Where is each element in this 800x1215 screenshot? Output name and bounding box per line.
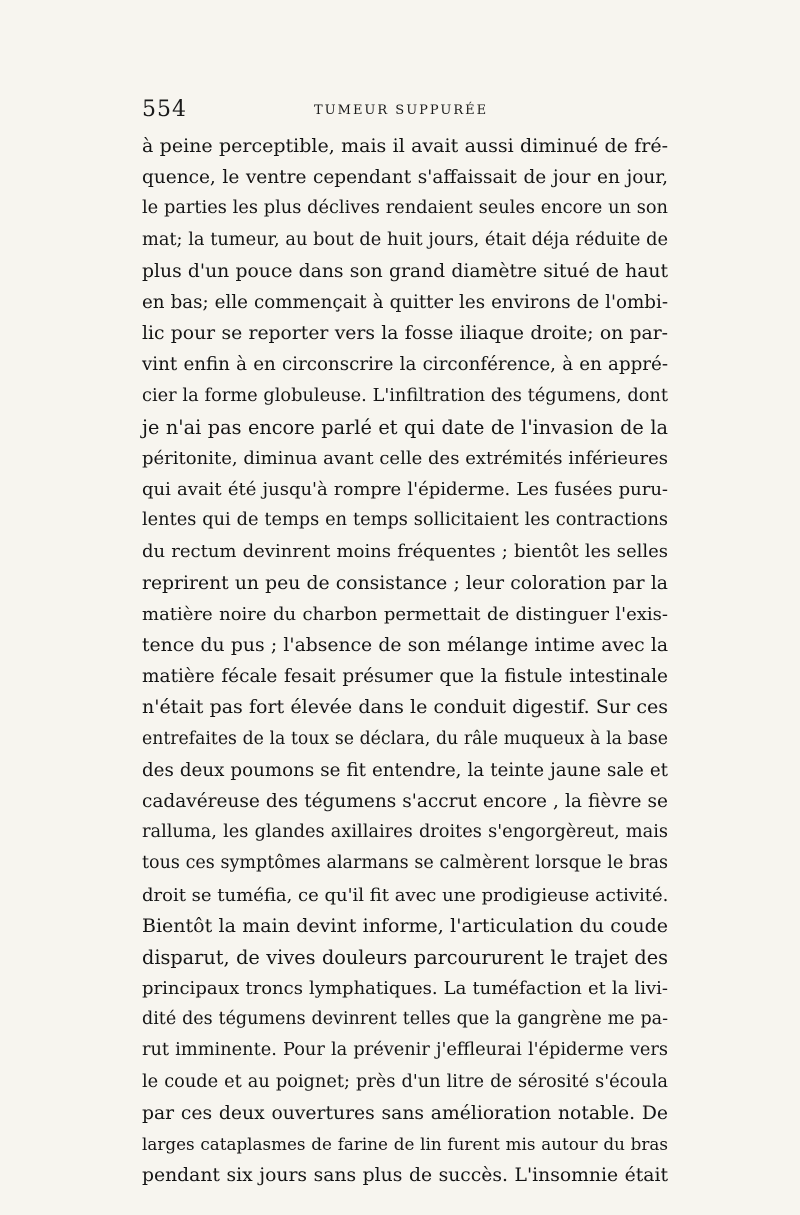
text-line: lic pour se reporter vers la fosse iliaque droite; on par-: [142, 323, 668, 345]
text-line: tence du pus ; l'absence de son mélange intime avec la: [142, 635, 668, 656]
text-line: entrefaites de la toux se déclara, du râle muqueux à la base: [142, 728, 668, 749]
text-line: matière noire du charbon permettait de distinguer l'exis-: [142, 603, 668, 625]
page-header: [142, 97, 668, 127]
body-text: [142, 131, 668, 1191]
text-line: le coude et au poignet; près d'un litre de sérosité s'écoula: [142, 1071, 668, 1092]
text-line: du rectum devinrent moins fréquentes ; bientôt les selles: [142, 541, 668, 563]
text-line: en bas; elle commençait à quitter les environs de l'ombi-: [142, 291, 668, 313]
text-line: par ces deux ouvertures sans amélioration notable. De: [142, 1102, 668, 1124]
text-line: qui avait été jusqu'à rompre l'épiderme. Les fusées puru-: [142, 479, 668, 501]
text-line: mat; la tumeur, au bout de huit jours, était déja réduite de: [142, 229, 668, 250]
text-line: quence, le ventre cependant s'affaissait de jour en jour,: [142, 167, 668, 189]
text-line: rut imminente. Pour la prévenir j'effleurai l'épiderme vers: [142, 1040, 668, 1061]
text-line: Bientôt la main devint informe, l'articulation du coude: [142, 914, 668, 937]
text-line: vint enfin à en circonscrire la circonférence, à en appré-: [142, 354, 668, 376]
text-line: pendant six jours sans plus de succès. L'insomnie était: [142, 1165, 668, 1187]
text-line: cier la forme globuleuse. L'infiltration des tégumens, dont: [142, 385, 668, 406]
text-line: n'était pas fort élevée dans le conduit digestif. Sur ces: [142, 696, 668, 719]
text-line: principaux troncs lymphatiques. La tuméfaction et la livi-: [142, 978, 668, 1000]
text-line: larges cataplasmes de farine de lin furent mis autour du bras: [142, 1134, 668, 1154]
text-line: droit se tuméfia, ce qu'il fit avec une prodigieuse activité.: [142, 884, 669, 906]
text-line: plus d'un pouce dans son grand diamètre situé de haut: [142, 260, 668, 282]
text-line: péritonite, diminua avant celle des extrémités inférieures: [142, 447, 668, 469]
text-line: le parties les plus déclives rendaient seules encore un son: [142, 198, 668, 219]
text-line: des deux poumons se fit entendre, la teinte jaune sale et: [142, 759, 668, 781]
text-line: lentes qui de temps en temps sollicitaient les contractions: [142, 510, 668, 531]
running-head: TUMEUR SUPPURÉE: [314, 103, 489, 118]
text-line: dité des tégumens devinrent telles que la gangrène me pa-: [142, 1009, 668, 1030]
text-line: à peine perceptible, mais il avait aussi diminué de fré-: [142, 135, 668, 157]
text-line: ralluma, les glandes axillaires droites s'engorgèreut, mais: [142, 822, 668, 843]
text-line: matière fécale fesait présumer que la fistule intestinale: [142, 666, 668, 688]
text-line: cadavéreuse des tégumens s'accrut encore , la fièvre se: [142, 790, 668, 812]
page-number: 554: [142, 97, 187, 122]
text-line: tous ces symptômes alarmans se calmèrent lorsque le bras: [142, 853, 668, 874]
text-line: reprirent un peu de consistance ; leur coloration par la: [142, 572, 668, 594]
text-line: disparut, de vives douleurs parcoururent le trajet des: [142, 945, 668, 969]
text-line: je n'ai pas encore parlé et qui date de l'invasion de la: [142, 415, 668, 439]
